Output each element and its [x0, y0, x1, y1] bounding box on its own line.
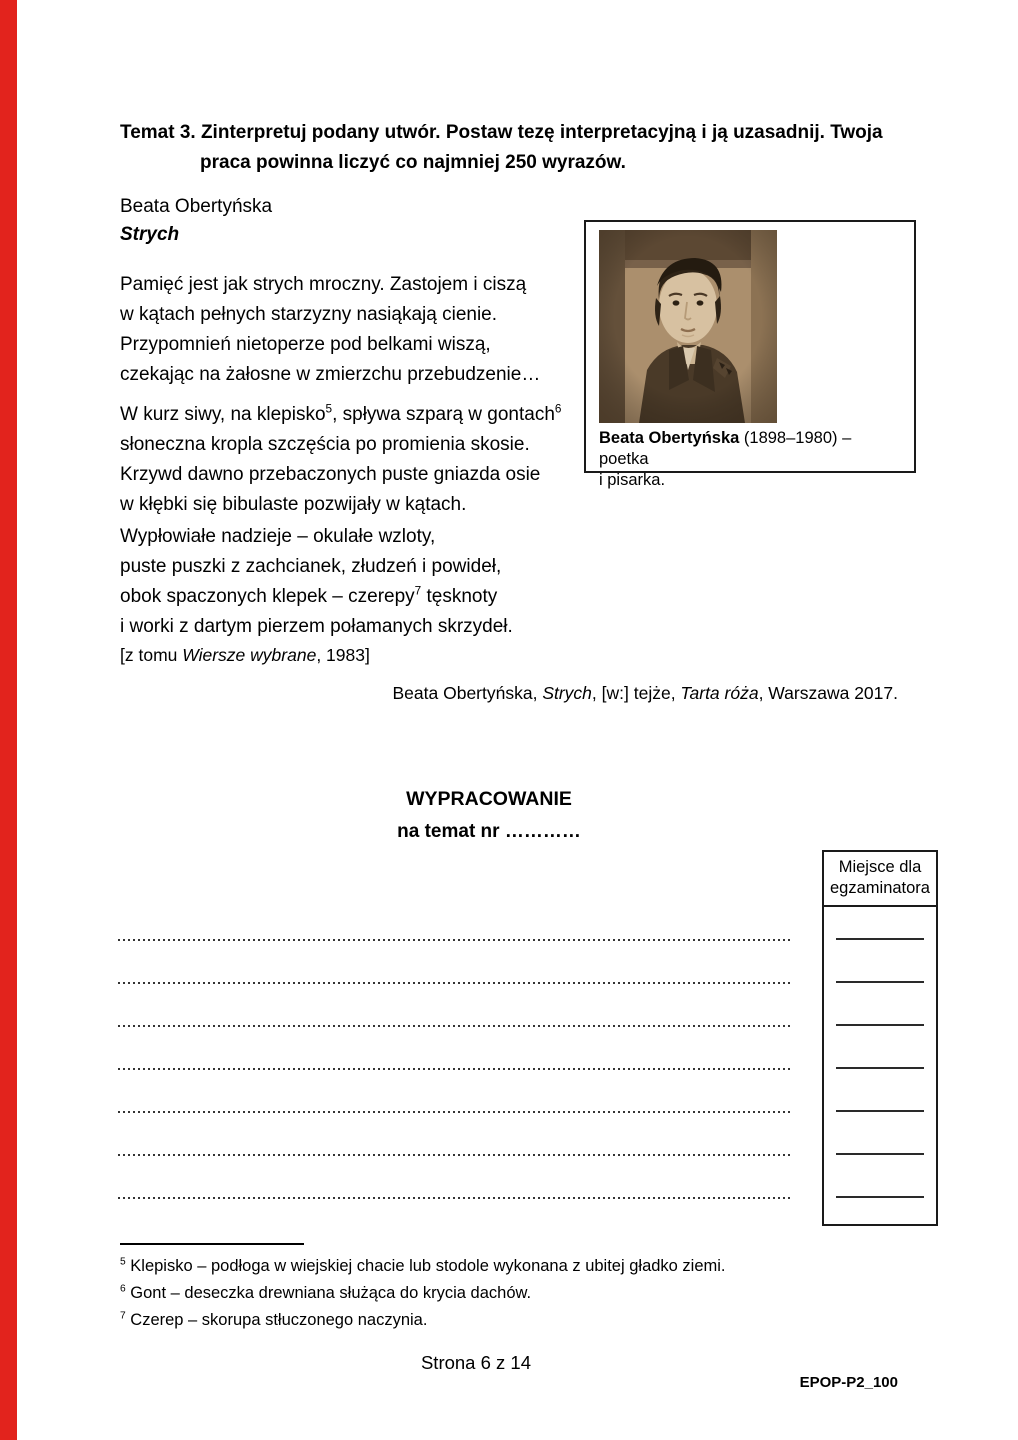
essay-topic-number-line: na temat nr …………	[397, 821, 581, 842]
poem-citation: Beata Obertyńska, Strych, [w:] tejże, Tarta róża, Warszawa 2017.	[392, 683, 898, 703]
poem-line: Krzywd dawno przebaczonych puste gniazda osie	[120, 464, 541, 485]
poem-line: obok spaczonych klepek – czerepy$^7$ tęsknoty	[120, 584, 498, 607]
poem-line: puste puszki z zachcianek, złudzeń i powideł,	[120, 556, 502, 577]
writing-line	[118, 1110, 792, 1113]
photo-caption-line2: i pisarka.	[599, 471, 666, 489]
task-heading-line1: Temat 3. Zinterpretuj podany utwór. Postaw tezę interpretacyjną i ją uzasadnij. Twoja	[120, 122, 883, 143]
poem-line: czekając na żałosne w zmierzchu przebudzenie…	[120, 364, 541, 385]
photo-caption-line1: Beata Obertyńska (1898–1980) – poetka	[599, 429, 852, 468]
writing-line	[118, 1196, 792, 1199]
poem-stanza-1	[120, 270, 600, 390]
essay-heading: WYPRACOWANIE	[406, 788, 572, 810]
writing-line	[118, 1153, 792, 1156]
footnotes	[120, 1253, 900, 1334]
examiner-box-label: Miejsce dla egzaminatora	[824, 852, 936, 907]
examiner-mark-line	[836, 1196, 924, 1198]
examiner-mark-line	[836, 1110, 924, 1112]
poem-title: Strych	[120, 224, 180, 245]
task-heading	[120, 118, 910, 178]
page-edge-band	[0, 0, 17, 1440]
footnote-6: $^6$ Gont – deseczka drewniana służąca do krycia dachów.	[120, 1283, 532, 1302]
poem-stanza-3	[120, 522, 600, 642]
examiner-mark-line	[836, 1153, 924, 1155]
writing-line	[118, 1067, 792, 1070]
poem-stanza-2	[120, 400, 600, 520]
poem-line: Przypomnień nietoperze pod belkami wiszą,	[120, 334, 491, 355]
photo-caption	[599, 428, 904, 491]
poem-line: W kurz siwy, na klepisko$^5$, spływa szparą w gontach$^6$	[120, 402, 562, 425]
poem-source-note: [z tomu Wiersze wybrane, 1983]	[120, 645, 370, 665]
examiner-box	[822, 850, 938, 1226]
examiner-mark-line	[836, 938, 924, 940]
poem-line: w kątach pełnych starzyzny nasiąkają cienie.	[120, 304, 498, 325]
task-heading-line2: praca powinna liczyć co najmniej 250 wyrazów.	[200, 152, 626, 173]
examiner-mark-line	[836, 1024, 924, 1026]
essay-writing-lines	[118, 938, 792, 1200]
examiner-mark-line	[836, 981, 924, 983]
poem-line: Pamięć jest jak strych mroczny. Zastojem i ciszą	[120, 274, 527, 295]
examiner-mark-line	[836, 1067, 924, 1069]
writing-line	[118, 981, 792, 984]
poem-line: w kłębki się bibulaste pozwijały w kątach.	[120, 494, 467, 515]
poem-line: i worki z dartym pierzem połamanych skrzydeł.	[120, 616, 513, 637]
author-portrait-photo	[599, 230, 777, 423]
footnote-7: $^7$ Czerep – skorupa stłuczonego naczynia.	[120, 1310, 428, 1329]
poem-author: Beata Obertyńska	[120, 196, 273, 217]
poem-line: Wypłowiałe nadzieje – okulałe wzloty,	[120, 526, 436, 547]
exam-sheet-code: EPOP-P2_100	[799, 1374, 898, 1391]
footnote-5: $^5$ Klepisko – podłoga w wiejskiej chacie lub stodole wykonana z ubitej gładko ziemi.	[120, 1256, 726, 1275]
page-number: Strona 6 z 14	[420, 1352, 532, 1373]
writing-line	[118, 1024, 792, 1027]
author-photo-box	[584, 220, 916, 489]
poem-line: słoneczna kropla szczęścia po promienia skosie.	[120, 434, 530, 455]
footnote-separator-rule	[120, 1243, 304, 1245]
writing-line	[118, 938, 792, 941]
